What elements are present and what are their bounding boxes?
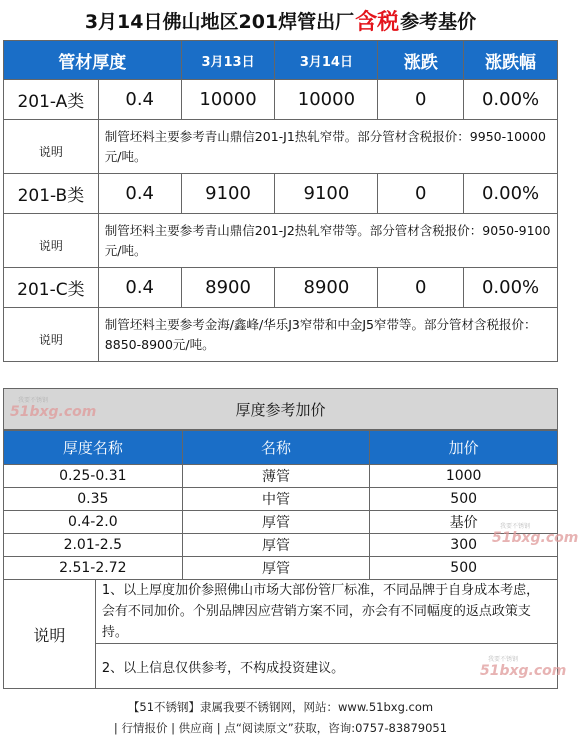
thickness-table <box>3 430 558 689</box>
note-row-c <box>4 308 558 362</box>
name-cell: 中管 <box>182 488 370 511</box>
range-cell: 0.35 <box>4 488 183 511</box>
table-row <box>4 488 558 511</box>
title-prefix: 3月14日佛山地区201焊管出厂 <box>84 10 355 33</box>
price-table <box>3 40 558 362</box>
watermark-text: 51bxg.com <box>480 663 567 679</box>
watermark-sub: 我要不锈钢 <box>500 523 531 530</box>
category-cell: 201-C类 <box>4 268 99 308</box>
markup-cell: 基价 <box>370 511 558 534</box>
price-mar14-cell: 9100 <box>275 174 378 214</box>
watermark-text: 51bxg.com <box>10 404 97 420</box>
range-cell: 2.51-2.72 <box>4 557 183 580</box>
header-change-pct: 涨跌幅 <box>464 41 558 80</box>
range-cell: 2.01-2.5 <box>4 534 183 557</box>
watermark-sub: 我要不锈钢 <box>488 656 519 663</box>
footer <box>0 697 561 739</box>
category-cell: 201-B类 <box>4 174 99 214</box>
price-row-c <box>4 268 558 308</box>
table-row <box>4 465 558 488</box>
thickness-table-header <box>4 431 558 465</box>
table-row <box>4 534 558 557</box>
price-mar14-cell: 10000 <box>275 80 378 120</box>
price-mar13-cell: 10000 <box>181 80 275 120</box>
footer-line-1: 【51不锈钢】隶属我要不锈钢网，网站：www.51bxg.com <box>127 700 434 714</box>
header-change: 涨跌 <box>378 41 464 80</box>
name-cell: 厚管 <box>182 511 370 534</box>
markup-cell: 1000 <box>370 465 558 488</box>
note-text: 制管坯料主要参考金海/鑫峰/华乐J3窄带和中金J5窄带等。部分管材含税报价：8850-8900元/吨。 <box>98 308 557 362</box>
note-label: 说明 <box>4 308 99 362</box>
thickness-section-title: 厚度参考加价 <box>3 388 558 430</box>
page-title <box>0 0 561 40</box>
note-row-b <box>4 214 558 268</box>
markup-cell: 300 <box>370 534 558 557</box>
watermark-logo <box>480 654 566 679</box>
change-cell: 0 <box>378 174 464 214</box>
title-highlight: 含税 <box>355 9 400 35</box>
name-cell: 厚管 <box>182 534 370 557</box>
watermark-logo <box>10 395 96 420</box>
table-row <box>4 557 558 580</box>
category-cell: 201-A类 <box>4 80 99 120</box>
name-cell: 薄管 <box>182 465 370 488</box>
description-text-2: 2、以上信息仅供参考，不构成投资建议。 <box>95 644 557 689</box>
thickness-cell: 0.4 <box>98 174 181 214</box>
note-text: 制管坯料主要参考青山鼎信201-J2热轧窄带等。部分管材含税报价：9050-9100元/吨。 <box>98 214 557 268</box>
change-pct-cell: 0.00% <box>464 268 558 308</box>
price-mar13-cell: 8900 <box>181 268 275 308</box>
price-mar14-cell: 8900 <box>275 268 378 308</box>
change-pct-cell: 0.00% <box>464 174 558 214</box>
description-label: 说明 <box>4 580 96 689</box>
header-name: 名称 <box>182 431 370 465</box>
header-mar14: 3月14日 <box>275 41 378 80</box>
range-cell: 0.25-0.31 <box>4 465 183 488</box>
header-markup: 加价 <box>370 431 558 465</box>
table-row <box>4 511 558 534</box>
thickness-cell: 0.4 <box>98 80 181 120</box>
description-row <box>4 580 558 644</box>
price-row-b <box>4 174 558 214</box>
name-cell: 厚管 <box>182 557 370 580</box>
watermark-sub: 我要不锈钢 <box>18 397 49 404</box>
range-cell: 0.4-2.0 <box>4 511 183 534</box>
note-row-a <box>4 120 558 174</box>
watermark-text: 51bxg.com <box>492 530 578 546</box>
footer-line-2: | 行情报价 | 供应商 | 点“阅读原文”获取，咨询:0757-83879051 <box>113 721 448 735</box>
title-suffix: 参考基价 <box>400 10 477 33</box>
thickness-cell: 0.4 <box>98 268 181 308</box>
change-cell: 0 <box>378 268 464 308</box>
header-thickness: 管材厚度 <box>4 41 182 80</box>
price-row-a <box>4 80 558 120</box>
price-table-header <box>4 41 558 80</box>
markup-cell: 500 <box>370 557 558 580</box>
note-label: 说明 <box>4 214 99 268</box>
price-mar13-cell: 9100 <box>181 174 275 214</box>
description-text-1: 1、以上厚度加价参照佛山市场大部份管厂标准，不同品牌于自身成本考虑，会有不同加价。个别品牌因应营销方案不同，亦会有不同幅度的返点政策支持。 <box>95 580 557 644</box>
change-cell: 0 <box>378 80 464 120</box>
note-text: 制管坯料主要参考青山鼎信201-J1热轧窄带。部分管材含税报价：9950-10000元/吨。 <box>98 120 557 174</box>
watermark-logo <box>492 521 578 546</box>
note-label: 说明 <box>4 120 99 174</box>
header-mar13: 3月13日 <box>181 41 275 80</box>
markup-cell: 500 <box>370 488 558 511</box>
header-range: 厚度名称 <box>4 431 183 465</box>
change-pct-cell: 0.00% <box>464 80 558 120</box>
